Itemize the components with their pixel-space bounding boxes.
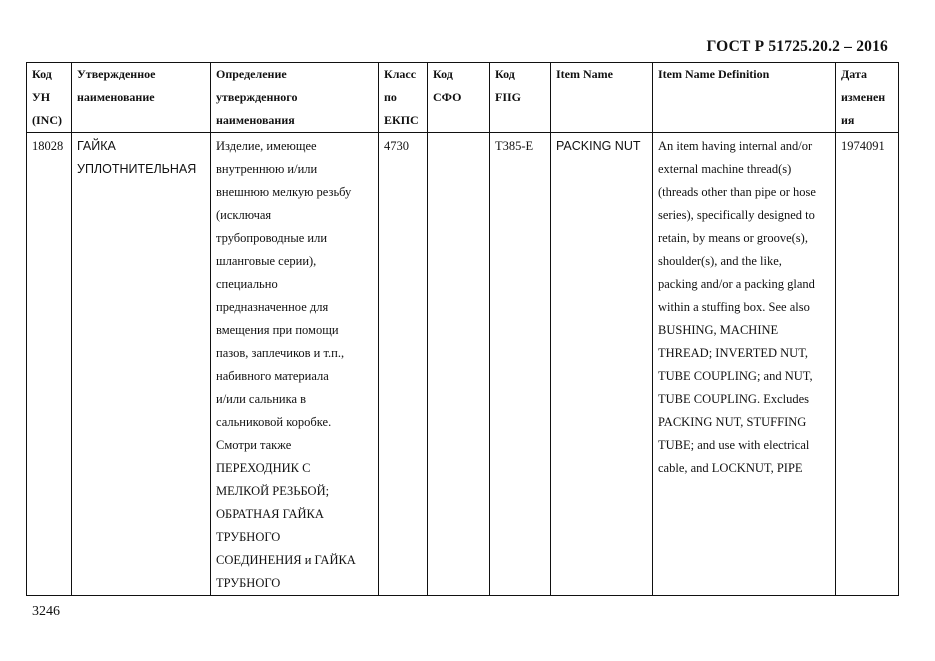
text-line: ТРУБНОГО	[216, 530, 281, 544]
text-line: (INC)	[32, 113, 62, 127]
text-line: PACKING NUT, STUFFING	[658, 415, 807, 429]
text-line: Класс	[384, 67, 417, 81]
header-item-name-definition	[653, 63, 836, 133]
text-line: предназначенное для	[216, 300, 329, 314]
text-line: внутреннюю и/или	[216, 162, 318, 176]
cell-definition-ru	[211, 133, 379, 596]
cell-definition-en	[653, 133, 836, 596]
text-line: сальниковой коробке.	[216, 415, 332, 429]
text-line: (исключая	[216, 208, 272, 222]
text-line: THREAD; INVERTED NUT,	[658, 346, 809, 360]
text-line: Изделие, имеющее	[216, 139, 317, 153]
text-line: наименования	[216, 113, 295, 127]
text-line: TUBE COUPLING. Excludes	[658, 392, 810, 406]
table-row	[27, 133, 899, 596]
text-line: наименование	[77, 90, 155, 104]
text-line: ЕКПС	[384, 113, 419, 127]
text-line: внешнюю мелкую резьбу	[216, 185, 352, 199]
header-sfo-code	[428, 63, 490, 133]
cell-fiig-code: T385-E	[490, 133, 551, 596]
text-line: и/или сальника в	[216, 392, 307, 406]
text-line: cable, and LOCKNUT, PIPE	[658, 461, 803, 475]
text-line: (threads other than pipe or hose	[658, 185, 816, 199]
text-line: пазов, заплечиков и т.п.,	[216, 346, 345, 360]
header-row	[27, 63, 899, 133]
text-line: ГАЙКА	[77, 139, 116, 153]
text-line: специально	[216, 277, 278, 291]
cell-inc-code: 18028	[27, 133, 72, 596]
header-inc-code	[27, 63, 72, 133]
text-line: Утвержденное	[77, 67, 156, 81]
text-line: вмещения при помощи	[216, 323, 339, 337]
text-line: СОЕДИНЕНИЯ и ГАЙКА	[216, 553, 356, 567]
header-change-date	[836, 63, 899, 133]
cell-ekps-class: 4730	[379, 133, 428, 596]
cell-sfo-code	[428, 133, 490, 596]
text-line: TUBE COUPLING; and NUT,	[658, 369, 813, 383]
text-line: трубопроводные или	[216, 231, 328, 245]
text-line: Код	[433, 67, 453, 81]
text-line: ОБРАТНАЯ ГАЙКА	[216, 507, 324, 521]
cell-item-name: PACKING NUT	[551, 133, 653, 596]
text-line: external machine thread(s)	[658, 162, 792, 176]
text-line: ПЕРЕХОДНИК С	[216, 461, 311, 475]
text-line: TUBE; and use with electrical	[658, 438, 810, 452]
text-line: набивного материала	[216, 369, 329, 383]
text-line: shoulder(s), and the like,	[658, 254, 782, 268]
text-line: Определение	[216, 67, 287, 81]
text-line: Код	[495, 67, 515, 81]
cell-approved-name	[72, 133, 211, 596]
text-line: по	[384, 90, 397, 104]
classification-table	[26, 62, 899, 596]
text-line: Item Name Definition	[658, 67, 770, 81]
text-line: An item having internal and/or	[658, 139, 813, 153]
header-approved-name	[72, 63, 211, 133]
text-line: retain, by means or groove(s),	[658, 231, 808, 245]
text-line: УН	[32, 90, 51, 104]
header-definition-ru	[211, 63, 379, 133]
text-line: СФО	[433, 90, 462, 104]
header-item-name	[551, 63, 653, 133]
text-line: FIIG	[495, 90, 522, 104]
text-line: within a stuffing box. See also	[658, 300, 810, 314]
page-number: 3246	[32, 604, 60, 619]
standard-designation: ГОСТ Р 51725.20.2 – 2016	[706, 38, 888, 55]
text-line: шланговые серии),	[216, 254, 317, 268]
text-line: Смотри также	[216, 438, 292, 452]
text-line: УПЛОТНИТЕЛЬНАЯ	[77, 162, 197, 176]
text-line: изменен	[841, 90, 886, 104]
text-line: МЕЛКОЙ РЕЗЬБОЙ;	[216, 484, 330, 498]
text-line: series), specifically designed to	[658, 208, 815, 222]
text-line: ия	[841, 113, 855, 127]
text-line: Item Name	[556, 67, 613, 81]
text-line: packing and/or a packing gland	[658, 277, 815, 291]
header-fiig-code	[490, 63, 551, 133]
text-line: ТРУБНОГО	[216, 576, 281, 590]
cell-change-date: 1974091	[836, 133, 899, 596]
text-line: Код	[32, 67, 52, 81]
text-line: утвержденного	[216, 90, 298, 104]
text-line: Дата	[841, 67, 867, 81]
header-ekps-class	[379, 63, 428, 133]
text-line: BUSHING, MACHINE	[658, 323, 779, 337]
